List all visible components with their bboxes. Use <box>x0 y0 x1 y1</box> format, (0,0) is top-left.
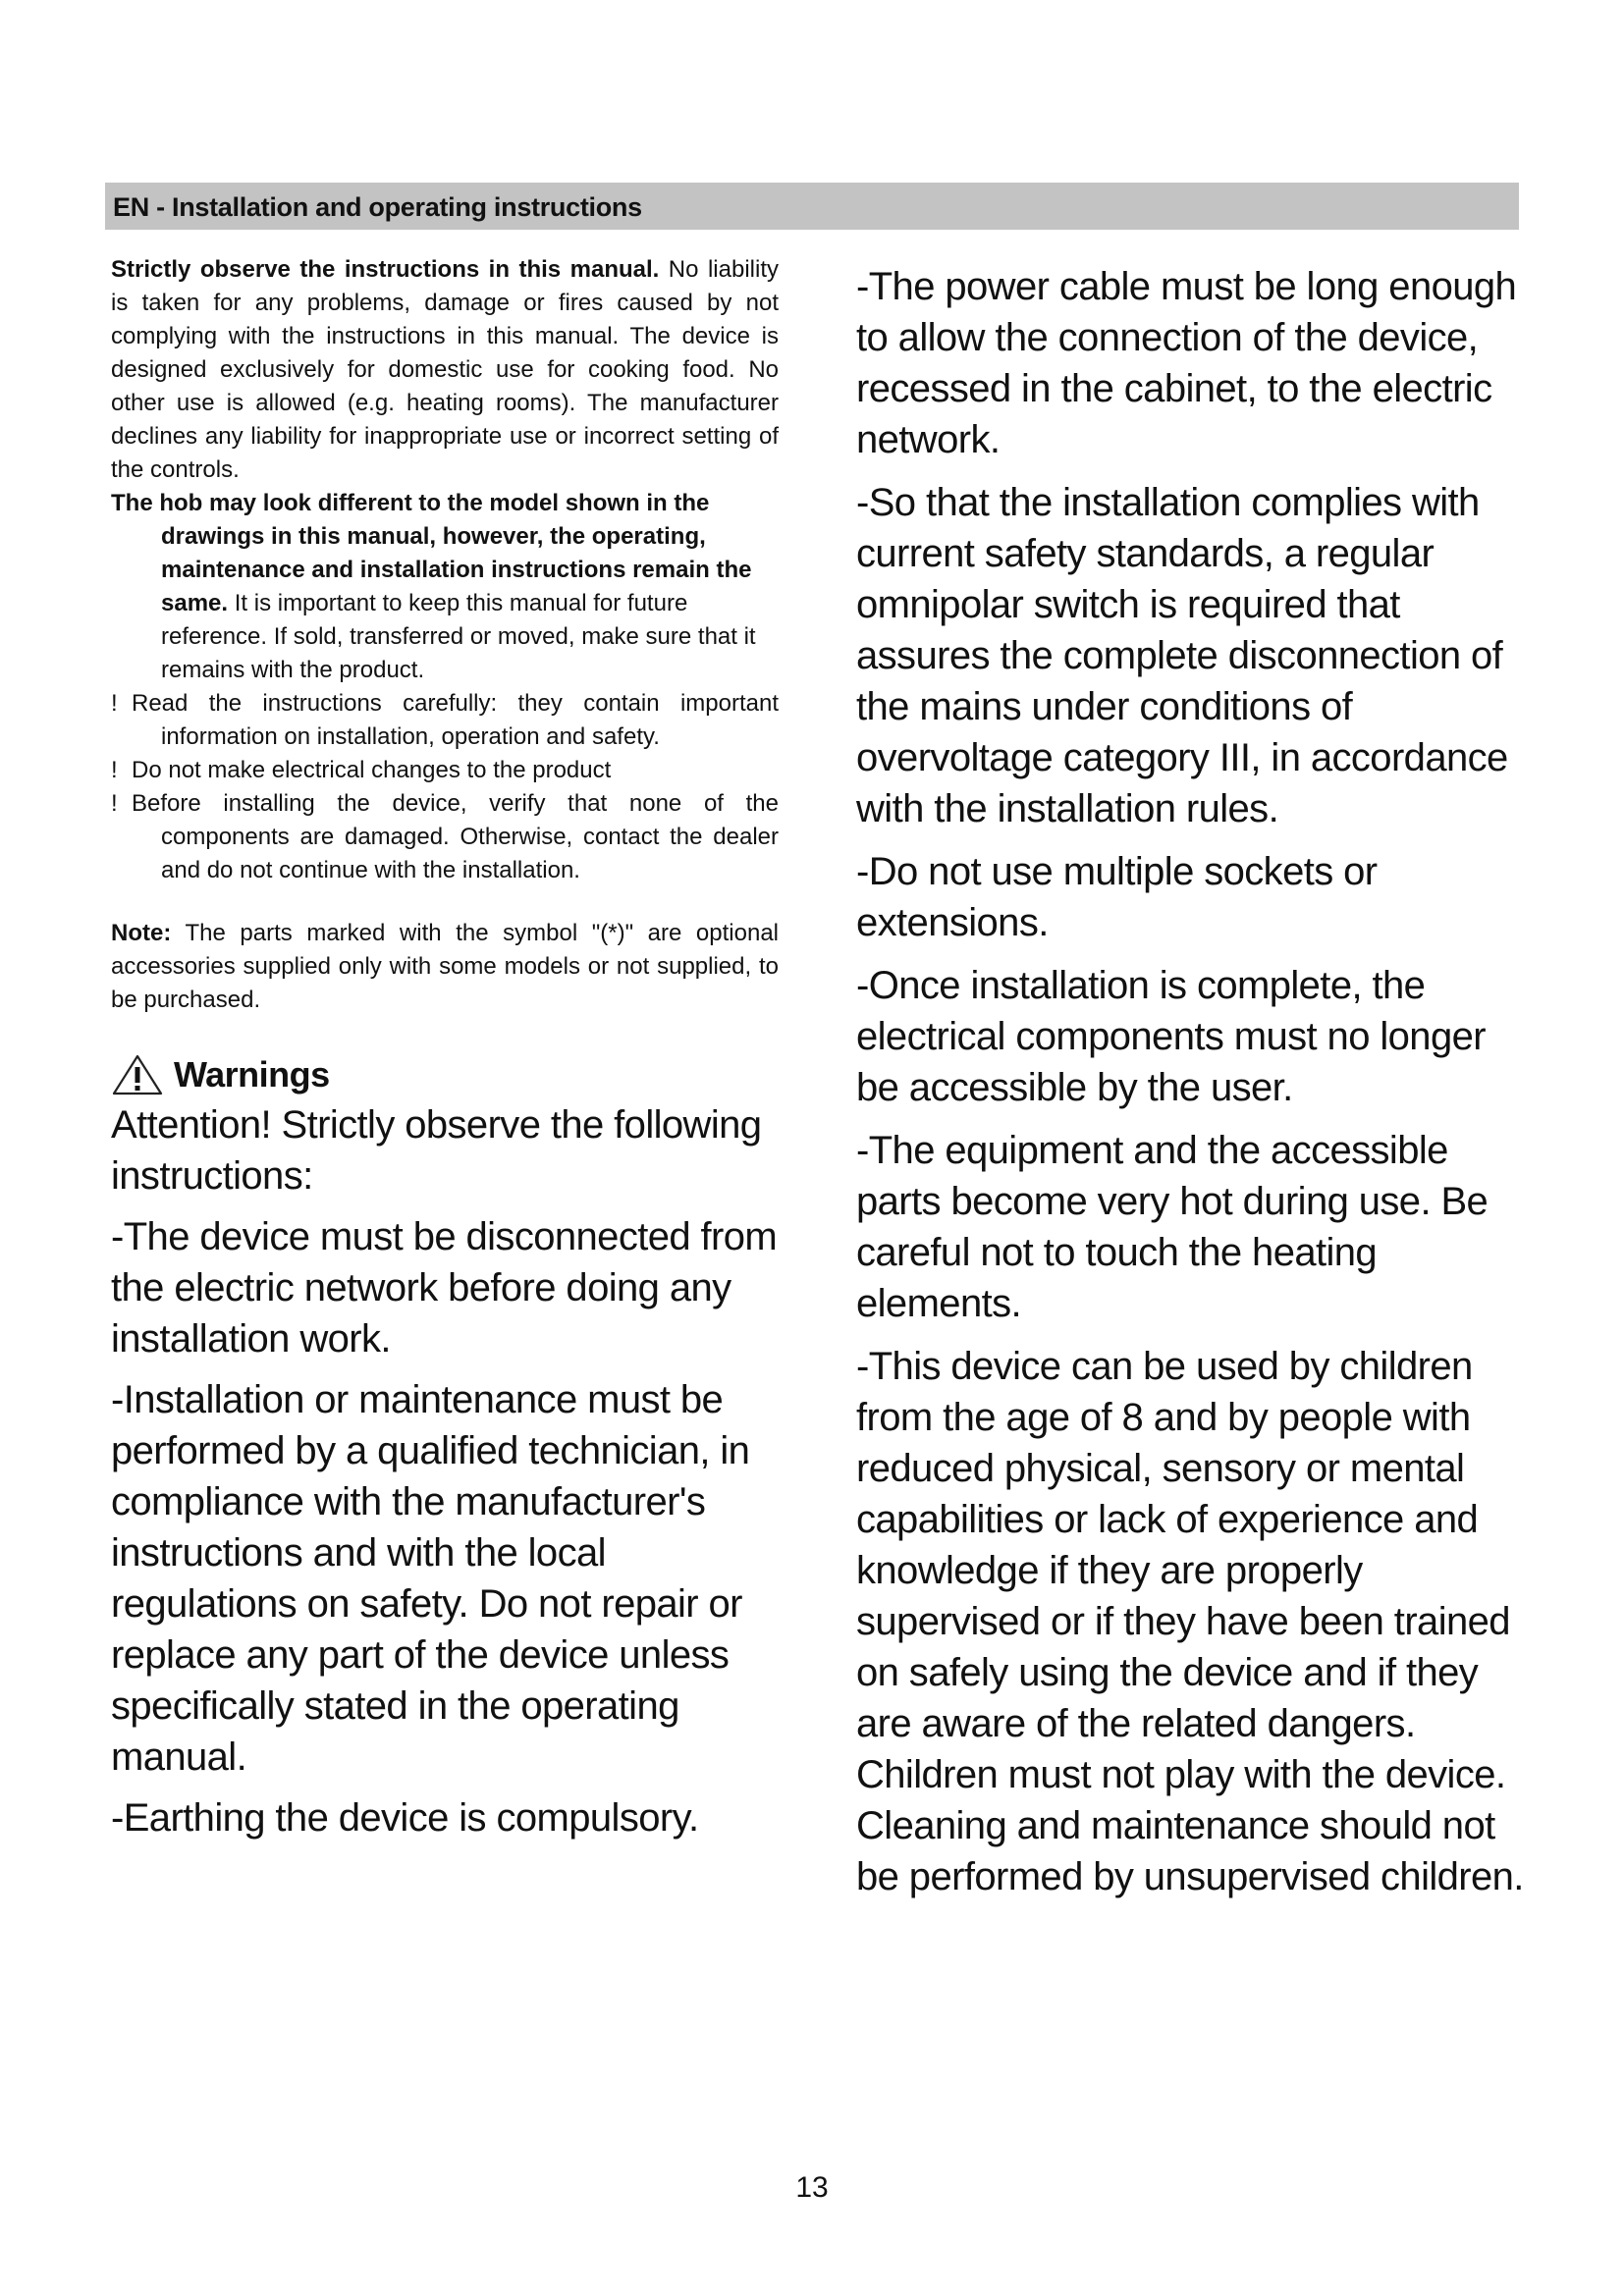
warning-triangle-icon <box>111 1053 164 1096</box>
bullet-mark: ! <box>111 757 118 783</box>
bullet-text: Before installing the device, verify that none of the components are damaged. Otherwise, contact the dealer and do not continue with the installation. <box>132 790 779 883</box>
warnings-title: Warnings <box>174 1054 330 1095</box>
hob-bold-first: The hob may look different to the model shown in the <box>111 490 710 516</box>
hob-paragraph <box>111 487 779 687</box>
section-header-bar <box>105 183 1519 230</box>
attention-text: Attention! Strictly observe the following instructions: <box>111 1103 762 1198</box>
bullet-item <box>111 787 779 887</box>
note-text: The parts marked with the symbol "(*)" are optional accessories supplied only with some models or not supplied, to be purchased. <box>111 920 779 1013</box>
warnings-heading <box>111 1050 779 1099</box>
right-column <box>856 261 1524 1914</box>
warning-item: -So that the installation complies with current safety standards, a regular omnipolar switch is required that assures the complete disconnection of the mains under conditions of overvoltage category III, in accordance with the installation rules. <box>856 481 1508 830</box>
bullet-item <box>111 754 779 787</box>
hob-bold-rest: drawings in this manual, however, the operating, maintenance and installation instructions remain the same. <box>161 523 752 616</box>
warning-item: -The device must be disconnected from the electric network before doing any installation work. <box>111 1215 778 1361</box>
bullet-text: Read the instructions carefully: they contain important information on installation, operation and safety. <box>132 690 779 750</box>
left-column <box>111 253 779 1853</box>
warning-item: -Do not use multiple sockets or extensions. <box>856 850 1378 944</box>
bullet-text: Do not make electrical changes to the product <box>132 757 612 783</box>
bullet-mark: ! <box>111 690 118 717</box>
intro-bold-lead: Strictly observe the instructions in this manual. <box>111 256 660 283</box>
note-label: Note: <box>111 920 172 946</box>
warning-item: -Installation or maintenance must be performed by a qualified technician, in compliance with the manufacturer's instructions and with the local regulations on safety. Do not repair or replace any part of the device unless specifically stated in the operating manual. <box>111 1378 750 1779</box>
bullet-item <box>111 687 779 754</box>
warning-item: -The equipment and the accessible parts become very hot during use. Be careful not to touch the heating elements. <box>856 1129 1489 1325</box>
hob-text: It is important to keep this manual for future reference. If sold, transferred or moved, make sure that it remains with the product. <box>161 590 756 683</box>
warning-item: -Once installation is complete, the electrical components must no longer be accessible by the user. <box>856 964 1486 1109</box>
warning-item: -This device can be used by children from the age of 8 and by people with reduced physical, sensory or mental capabilities or lack of experience and knowledge if they are properly supervised or if they have been trained on safely using the device and if they are aware of the related dangers. Children must not play with the device. Cleaning and maintenance should not be performed by unsupervised children. <box>856 1345 1524 1898</box>
warning-item: -The power cable must be long enough to allow the connection of the device, recessed in the cabinet, to the electric network. <box>856 265 1517 461</box>
section-title: EN - Installation and operating instructions <box>113 192 642 222</box>
page-number: 13 <box>795 2171 829 2204</box>
note-paragraph <box>111 917 779 1017</box>
intro-paragraph <box>111 253 779 487</box>
hob-rest <box>161 520 779 687</box>
bullet-mark: ! <box>111 790 118 817</box>
intro-text: No liability is taken for any problems, damage or fires caused by not complying with the instructions in this manual. The device is designed exclusively for domestic use for cooking food. No other use is allowed (e.g. heating rooms). The manufacturer declines any liability for inappropriate use or incorrect setting of the controls. <box>111 256 779 483</box>
warning-item: -Earthing the device is compulsory. <box>111 1796 699 1840</box>
